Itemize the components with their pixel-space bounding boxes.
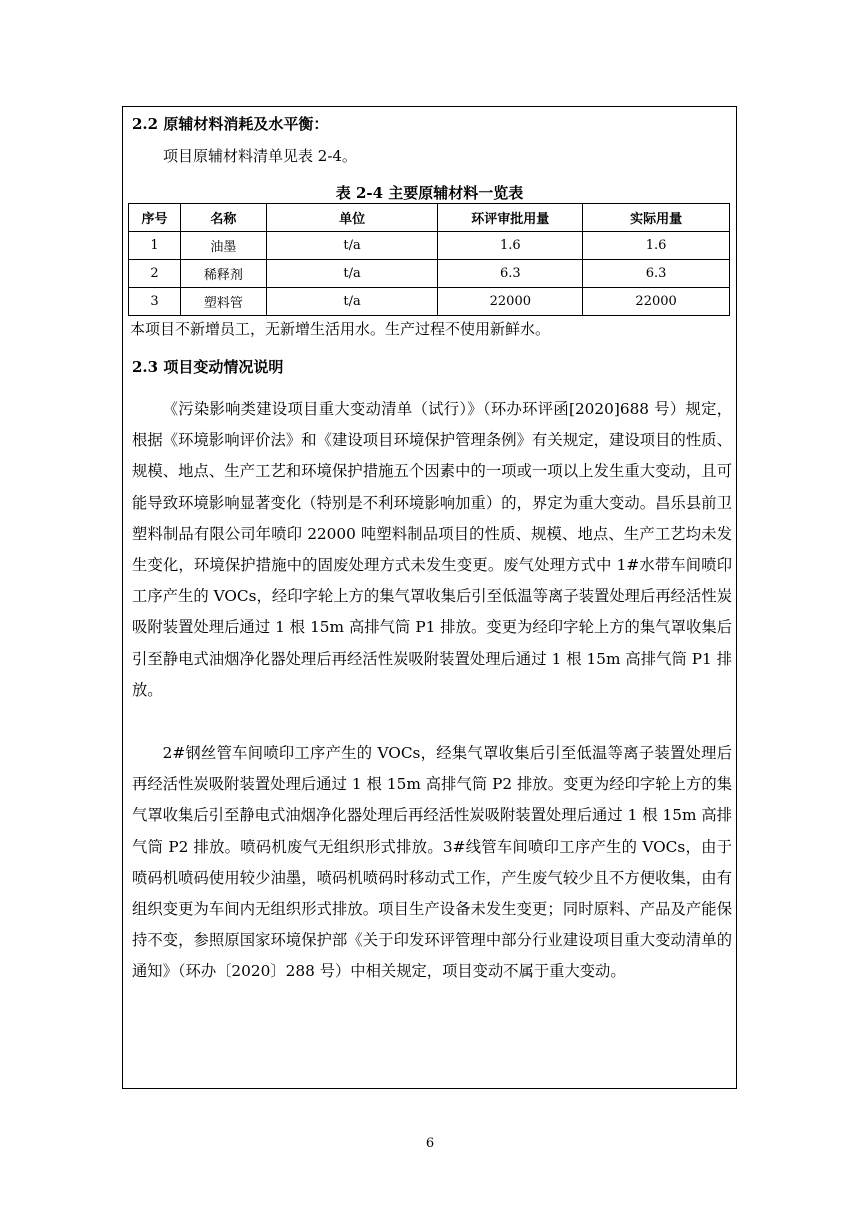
cell-index: 3	[129, 288, 181, 316]
cell-approved: 1.6	[438, 232, 583, 260]
page-number: 6	[425, 1136, 435, 1151]
section-2-2-heading: 2.2 原辅材料消耗及水平衡：	[132, 115, 329, 133]
cell-approved: 6.3	[438, 260, 583, 288]
table-row	[129, 288, 730, 316]
materials-intro: 项目原辅材料清单见表 2-4。	[163, 147, 357, 165]
header-name: 名称	[180, 204, 266, 232]
cell-index: 1	[129, 232, 181, 260]
cell-unit: t/a	[266, 232, 438, 260]
header-approved-amount: 环评审批用量	[438, 204, 583, 232]
change-paragraph-2: 2#钢丝管车间喷印工序产生的 VOCs，经集气罩收集后引至低温等离子装置处理后再经活性炭吸附装置处理后通过 1 根 15m 高排气筒 P2 排放。变更为经印字轮上方的集气罩收集后引至静电式油烟净化器处理后再经活性炭吸附装置处理后通过 1 根 15m 高排气筒 P2 排放。喷码机废气无组织形式排放。3#线管车间喷印工序产生的 VOCs，由于喷码机喷码使用较少油墨，喷码机喷码时移动式工作，产生废气较少且不方便收集，由有组织变更为车间内无组织形式排放。项目生产设备未发生变更；同时原料、产品及产能保持不变，参照原国家环境保护部《关于印发环评管理中部分行业建设项目重大变动清单的通知》（环办〔2020〕288 号）中相关规定，项目变动不属于重大变动。	[132, 744, 732, 981]
water-note: 本项目不新增员工，无新增生活用水。生产过程不使用新鲜水。	[130, 320, 551, 338]
cell-unit: t/a	[266, 260, 438, 288]
cell-actual: 1.6	[583, 232, 730, 260]
cell-actual: 6.3	[583, 260, 730, 288]
section-2-3-heading: 2.3 项目变动情况说明	[132, 358, 284, 376]
cell-unit: t/a	[266, 288, 438, 316]
change-paragraph-1: 《污染影响类建设项目重大变动清单（试行）》（环办环评函[2020]688 号）规定，根据《环境影响评价法》和《建设项目环境保护管理条例》有关规定，建设项目的性质、规模、地点、生产工艺和环境保护措施五个因素中的一项或一项以上发生重大变动，且可能导致环境影响显著变化（特别是不利环境影响加重）的，界定为重大变动。昌乐县前卫塑料制品有限公司年喷印 22000 吨塑料制品项目的性质、规模、地点、生产工艺均未发生变化，环境保护措施中的固废处理方式未发生变更。废气处理方式中 1#水带车间喷印工序产生的 VOCs，经印字轮上方的集气罩收集后引至低温等离子装置处理后再经活性炭吸附装置处理后通过 1 根 15m 高排气筒 P1 排放。变更为经印字轮上方的集气罩收集后引至静电式油烟净化器处理后再经活性炭吸附装置处理后通过 1 根 15m 高排气筒 P1 排放。	[132, 400, 732, 699]
header-index: 序号	[129, 204, 181, 232]
table-row	[129, 232, 730, 260]
table-title: 表 2-4 主要原辅材料一览表	[335, 184, 524, 202]
cell-index: 2	[129, 260, 181, 288]
cell-name: 油墨	[180, 232, 266, 260]
table-header-row	[129, 204, 730, 232]
table-row	[129, 260, 730, 288]
cell-name: 稀释剂	[180, 260, 266, 288]
cell-approved: 22000	[438, 288, 583, 316]
cell-actual: 22000	[583, 288, 730, 316]
header-unit: 单位	[266, 204, 438, 232]
header-actual-amount: 实际用量	[583, 204, 730, 232]
cell-name: 塑料管	[180, 288, 266, 316]
materials-table	[128, 203, 730, 316]
